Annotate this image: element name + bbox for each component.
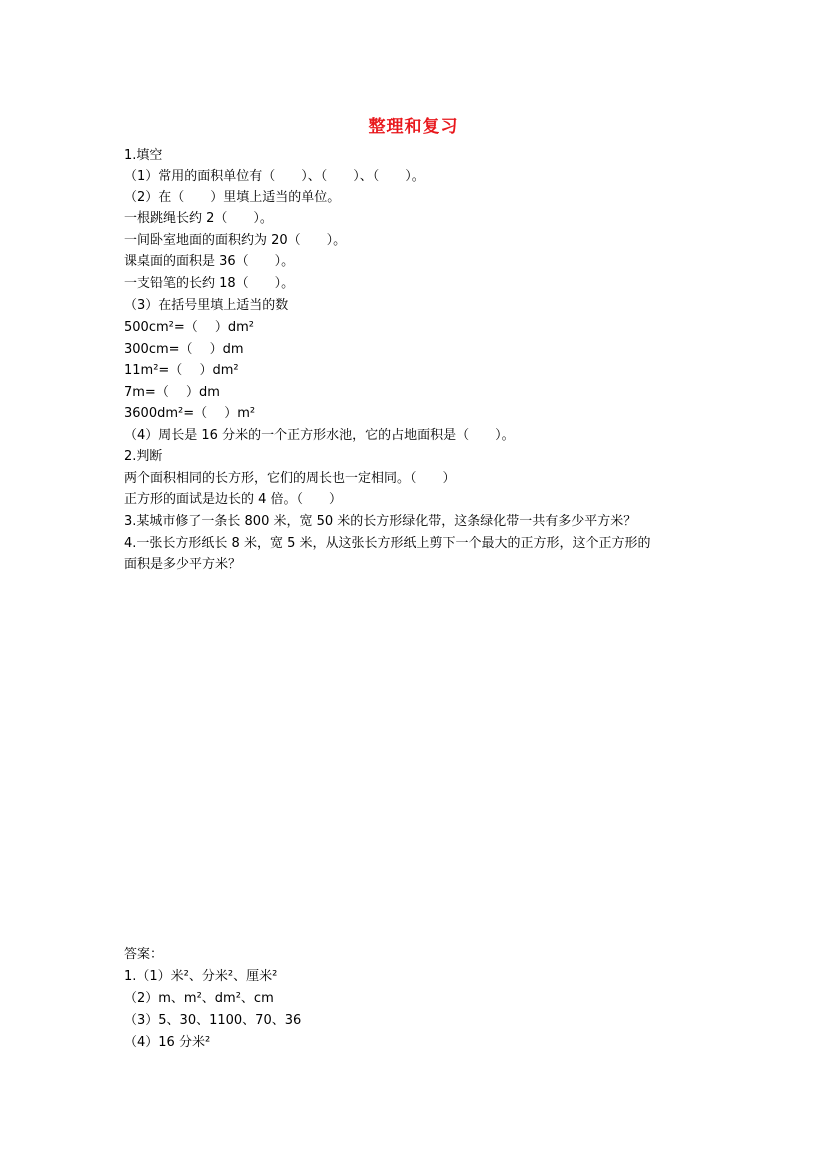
question-line: 2.判断 (124, 449, 163, 464)
question-line: 一支铅笔的长约 18（ ）。 (124, 276, 295, 291)
question-line: （4）周长是 16 分米的一个正方形水池，它的占地面积是（ ）。 (124, 428, 515, 443)
question-line: 一根跳绳长约 2（ ）。 (124, 211, 273, 226)
question-line: 正方形的面试是边长的 4 倍。（ ） (124, 492, 343, 507)
question-line: （3）在括号里填上适当的数 (124, 298, 289, 313)
answer-line: （3）5、30、1100、70、36 (124, 1013, 302, 1028)
answer-line: （2）m、m²、dm²、cm (124, 991, 274, 1006)
question-line: 3.某城市修了一条长 800 米，宽 50 米的长方形绿化带，这条绿化带一共有多少平方米？ (124, 514, 637, 529)
question-line: 500cm²=（ ）dm² (124, 320, 254, 335)
question-line: 1.填空 (124, 148, 163, 163)
question-line: 3600dm²=（ ）m² (124, 406, 256, 421)
question-line: 两个面积相同的长方形，它们的周长也一定相同。（ ） (124, 471, 456, 486)
answer-line: （4）16 分米² (124, 1035, 211, 1050)
question-line: 一间卧室地面的面积约为 20（ ）。 (124, 233, 347, 248)
question-line: 4.一张长方形纸长 8 米，宽 5 米，从这张长方形纸上剪下一个最大的正方形，这个正方形的 (124, 536, 651, 551)
question-line: （1）常用的面积单位有（ ）、（ ）、（ ）。 (124, 169, 425, 184)
answer-line: 1.（1）米²、分米²、厘米² (124, 969, 278, 984)
question-line: 7m=（ ）dm (124, 385, 220, 400)
question-line: （2）在（ ）里填上适当的单位。 (124, 190, 341, 205)
question-line: 面积是多少平方米？ (124, 557, 242, 572)
question-line: 300cm=（ ）dm (124, 342, 244, 357)
answer-heading: 答案： (124, 947, 164, 962)
question-line: 课桌面的面积是 36（ ）。 (124, 254, 295, 269)
question-line: 11m²=（ ）dm² (124, 363, 239, 378)
document-title: 整理和复习 (368, 117, 459, 137)
